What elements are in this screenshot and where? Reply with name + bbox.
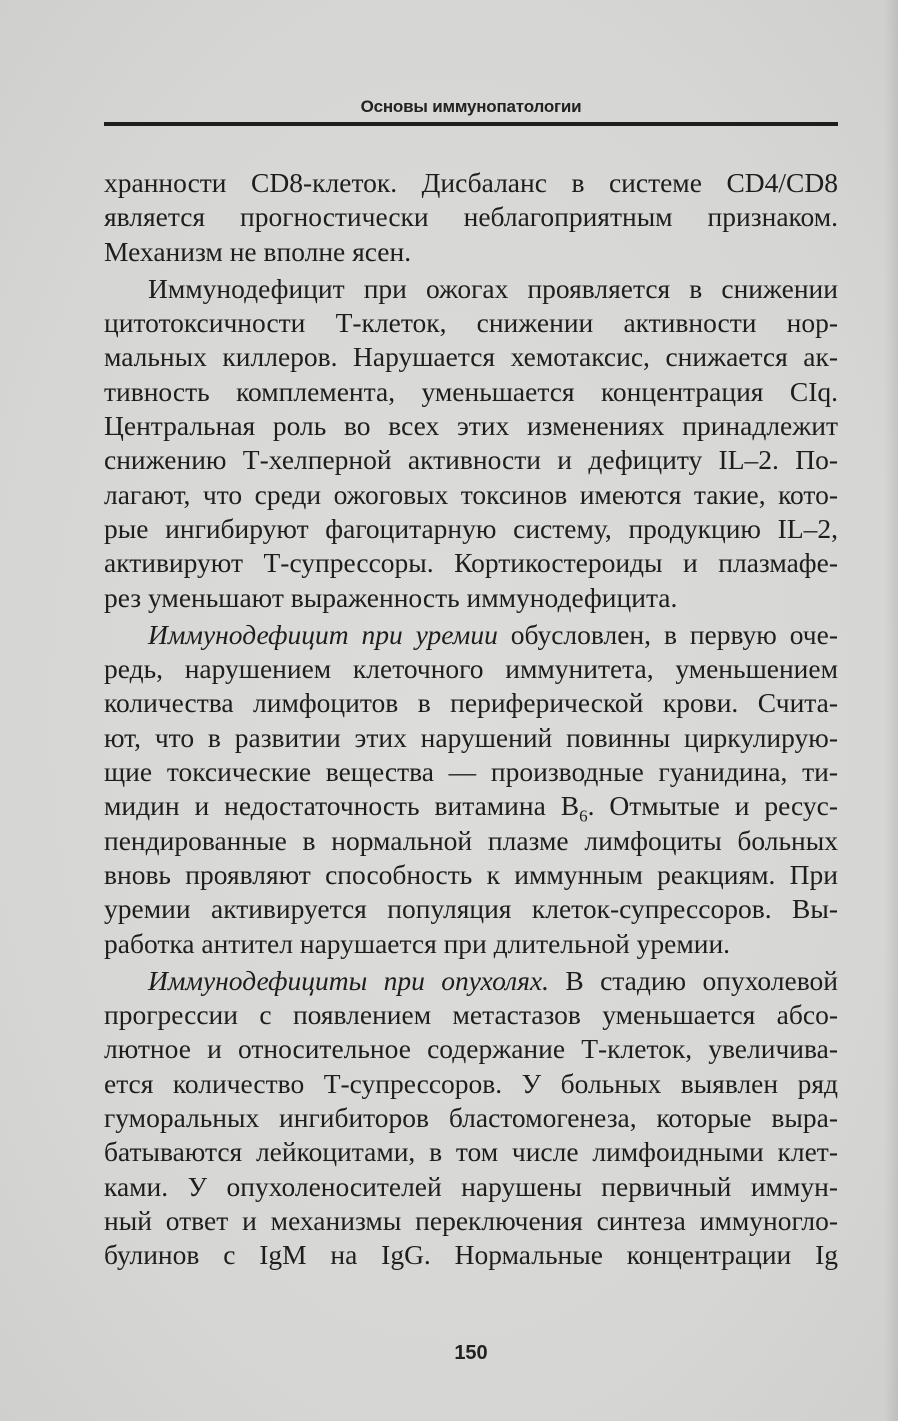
text-run: мидин и недостаточность витамина B — [104, 790, 580, 822]
text-line — [104, 964, 838, 998]
text-line: ками. У опухоленосителей нарушены первичный иммун- — [104, 1170, 838, 1202]
text-line: редь, нарушением клеточного иммунитета, уменьшением — [104, 653, 838, 685]
text-run: . Отмытые и ресус- — [587, 790, 838, 822]
text-line: лагают, что среди ожоговых токсинов имеются такие, кото- — [104, 478, 838, 510]
subscript: 6 — [579, 806, 588, 826]
italic-heading-tumors: Иммунодефициты при опухолях. — [148, 964, 549, 996]
text-run: обусловлен, в первую оче- — [497, 618, 838, 650]
text-line: булинов с IgM на IgG. Нормальные концентрации Ig — [104, 1239, 838, 1271]
text-line: работка антител нарушается при длительной уремии. — [104, 927, 731, 959]
text-line: Иммунодефицит при ожогах проявляется в снижении — [148, 272, 838, 304]
page-edge-shadow — [884, 0, 898, 1421]
text-line: прогрессии с появлением метастазов уменьшается абсо- — [104, 999, 838, 1031]
running-header-title: Основы иммунопатологии — [360, 97, 582, 116]
text-line: тивность комплемента, уменьшается концентрация CIq. — [104, 375, 838, 407]
text-line — [104, 789, 838, 826]
text-line — [104, 618, 838, 652]
paragraph-tumors — [104, 964, 838, 1273]
text-line: Механизм не вполне ясен. — [104, 235, 412, 267]
paragraph — [104, 166, 838, 269]
text-line: Центральная роль во всех этих изменениях принадлежит — [104, 410, 838, 442]
text-line: вновь проявляют способность к иммунным реакциям. При — [104, 858, 838, 890]
paragraph-uremia — [104, 618, 838, 961]
text-line: мальных киллеров. Нарушается хемотаксис, снижается ак- — [104, 341, 838, 373]
text-line: уремии активируется популяция клеток-супрессоров. Вы- — [104, 893, 838, 925]
text-line: ется количество Т-супрессоров. У больных выявлен ряд — [104, 1067, 838, 1099]
text-run: В стадию опухолевой — [549, 964, 838, 996]
text-line: батываются лейкоцитами, в том числе лимфоидными клет- — [104, 1136, 838, 1168]
text-line: снижению Т-хелперной активности и дефициту IL–2. По- — [104, 444, 838, 476]
text-line: пендированные в нормальной плазме лимфоциты больных — [104, 824, 838, 856]
text-line: щие токсические вещества — производные гуанидина, ти- — [104, 756, 838, 788]
text-line: количества лимфоцитов в периферической крови. Счита- — [104, 687, 838, 719]
text-line: лютное и относительное содержание Т-клеток, увеличива- — [104, 1033, 838, 1065]
header-rule — [104, 122, 838, 126]
text-line: цитотоксичности Т-клеток, снижении активности нор- — [104, 307, 838, 339]
page-number: 150 — [454, 1342, 488, 1364]
text-line: активируют Т-супрессоры. Кортикостероиды и плазмафе- — [104, 547, 838, 579]
text-line: гуморальных ингибиторов бластомогенеза, которые выра- — [104, 1102, 838, 1134]
text-line: является прогностически неблагоприятным признаком. — [104, 201, 838, 233]
text-line: рые ингибируют фагоцитарную систему, продукцию IL–2, — [104, 512, 838, 544]
text-line: хранности CD8-клеток. Дисбаланс в системе CD4/CD8 — [104, 167, 838, 198]
paragraph — [104, 272, 838, 615]
text-line: рез уменьшают выраженность иммунодефицита. — [104, 581, 678, 613]
italic-heading-uremia: Иммунодефицит при уремии — [148, 618, 498, 650]
body-text — [104, 166, 838, 1273]
text-line: ют, что в развитии этих нарушений повинны циркулирую- — [104, 721, 838, 753]
text-line: ный ответ и механизмы переключения синтеза иммуногло- — [104, 1204, 838, 1236]
